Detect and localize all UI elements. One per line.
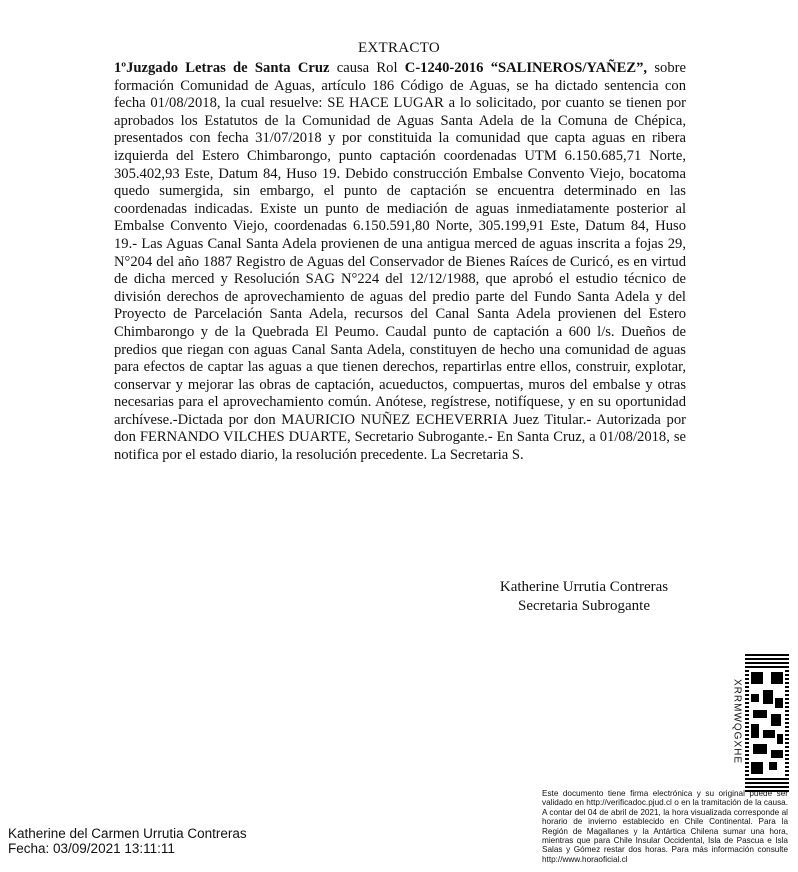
verification-code-block <box>731 654 789 792</box>
signature-name: Katherine Urrutia Contreras <box>499 579 669 595</box>
causa-label: causa Rol <box>336 60 398 76</box>
signer-name: Katherine del Carmen Urrutia Contreras <box>8 826 247 841</box>
verification-notice: Este documento tiene firma electrónica y su original puede ser validado en http://verificadoc.pjud.cl o en la tramitación de la causa. A contar del 04 de abril de 2021, la hora visualizada corresponde al horario de invierno establecido en Chile Continental. Para la Región de Magallanes y la Antártica Chilena sumar una hora, mientras que para Chile Insular Occidental, Isla de Pascua e Isla Salas y Gómez restar dos horas. Para más información consulte http://www.horaoficial.cl <box>542 789 788 864</box>
signature-block <box>470 578 698 616</box>
signature-role: Secretaria Subrogante <box>517 598 651 614</box>
case-rol: C-1240-2016 <box>404 60 484 76</box>
document-title: EXTRACTO <box>357 40 441 56</box>
extract-body <box>114 60 686 465</box>
electronic-signature-footer <box>8 826 247 856</box>
case-parties: “SALINEROS/YAÑEZ”, <box>490 60 648 76</box>
qr-code-icon <box>745 654 789 792</box>
extract-text: sobre formación Comunidad de Aguas, artículo 186 Código de Aguas, se ha dictado sentencia con fecha 01/08/2018, la cual resuelve: SE HACE LUGAR a lo solicitado, por cuanto se tienen por aprobados los Estatutos de la Comunidad de Aguas Santa Adela de la Comuna de Chépica, presentados con fecha 31/07/2018 y por constituida la comunidad que capta aguas en ribera izquierda del Estero Chimbarongo, punto captación coordenadas UTM 6.150.685,71 Norte, 305.402,93 Este, Datum 84, Huso 19. Debido construcción Embalse Convento Viejo, bocatoma quedo sumergida, sin embargo, el punto de captación se encuentra determinado en las coordenadas indicadas. Existe un punto de mediación de aguas inmediatamente posterior al Embalse Convento Viejo, coordenadas 6.150.591,80 Norte, 305.199,91 Este, Datum 84, Huso 19.- Las Aguas Canal Santa Adela provienen de una antigua merced de aguas inscrita a fojas 29, N°204 del año 1887 Registro de Aguas del Conservador de Bienes Raíces de Curicó, es en virtud de dicha merced y Resolución SAG N°224 del 12/12/1988, que aprobó el estudio técnico de división derechos de aprovechamiento de aguas del predio parte del Fundo Santa Adela y del Proyecto de Parcelación Santa Adela, recursos del Canal Santa Adela provienen del Estero Chimbarongo y de la Quebrada El Peumo. Caudal punto de captación a 600 l/s. Dueños de predios que riegan con aguas Canal Santa Adela, constituyen de hecho una comunidad de aguas para efectos de captar las aguas a que tienen derechos, repartirlas entre ellos, construir, explotar, conservar y mejorar las obras de captación, acueductos, compuertas, muros del embalse y otras necesarias para el aprovechamiento común. Anótese, regístrese, notifíquese, y en su oportunidad archívese.-Dictada por don MAURICIO NUÑEZ ECHEVERRIA Juez Titular.- Autorizada por don FERNANDO VILCHES DUARTE, Secretario Subrogante.- En Santa Cruz, a 01/08/2018, se notifica por el estado diario, la resolución precedente. La Secretaria S. <box>114 60 686 464</box>
signature-date: Fecha: 03/09/2021 13:11:11 <box>8 841 175 856</box>
court-name: 1ºJuzgado Letras de Santa Cruz <box>114 60 330 76</box>
verification-code: XRRMWQGXHE <box>731 679 743 764</box>
